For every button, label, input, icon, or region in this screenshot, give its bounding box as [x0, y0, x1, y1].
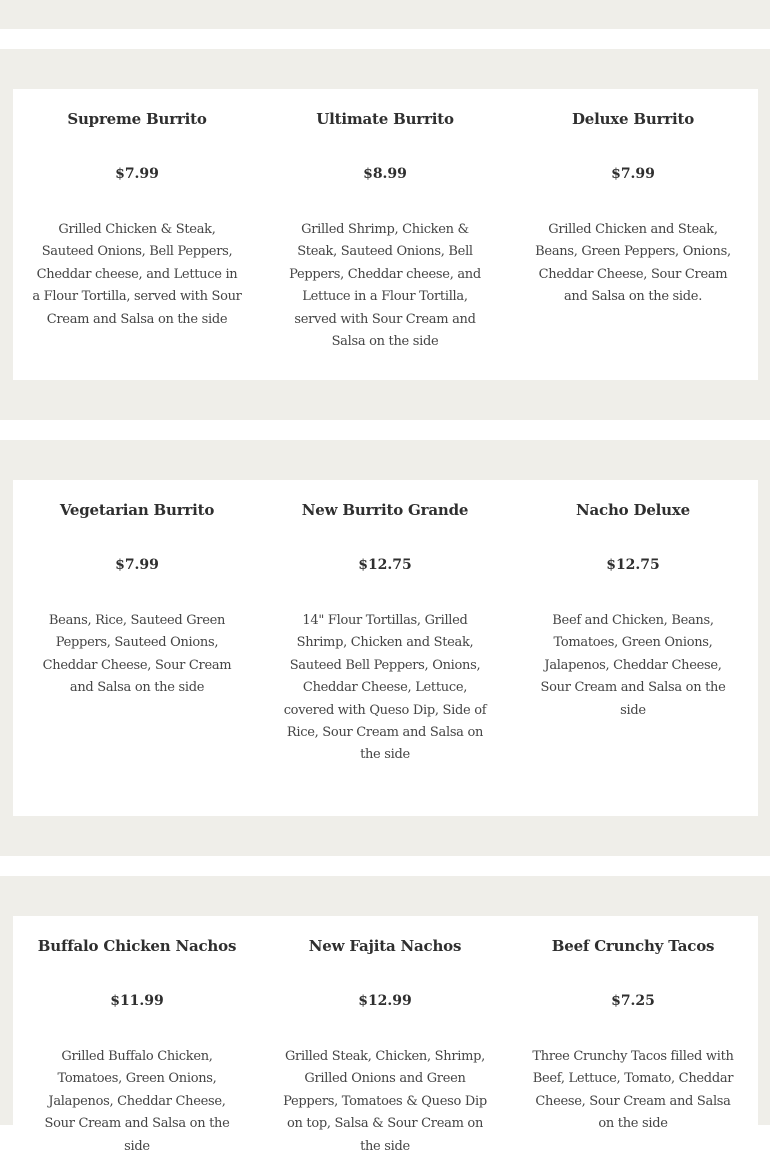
item-price: $7.99	[115, 166, 159, 182]
item-description: Grilled Steak, Chicken, Shrimp, Grilled Onions and Green Peppers, Tomatoes & Queso Dip on top, Salsa & Sour Cream on the side	[283, 1049, 487, 1154]
item-price: $12.75	[358, 557, 412, 573]
item-description: Three Crunchy Tacos filled with Beef, Lettuce, Tomato, Cheddar Cheese, Sour Cream and Salsa on the side	[532, 1049, 734, 1132]
item-price: $12.75	[606, 557, 660, 573]
item-description: Grilled Shrimp, Chicken & Steak, Sauteed Onions, Bell Peppers, Cheddar cheese, and Lettuce in a Flour Tortilla, served with Sour Cream and Salsa on the side	[289, 222, 481, 350]
menu-section-3	[0, 876, 770, 1154]
item-price: $7.25	[611, 993, 655, 1009]
item-description: Grilled Chicken and Steak, Beans, Green Peppers, Onions, Cheddar Cheese, Sour Cream and Salsa on the side.	[535, 222, 731, 305]
menu-section-1	[0, 49, 770, 420]
item-name: Supreme Burrito	[67, 110, 207, 128]
item-price: $7.99	[115, 557, 159, 573]
item-name: New Fajita Nachos	[308, 937, 462, 955]
item-name: New Burrito Grande	[301, 501, 469, 519]
item-description: Grilled Chicken & Steak, Sauteed Onions, Bell Peppers, Cheddar cheese, and Lettuce in a Flour Tortilla, served with Sour Cream and Salsa on the side	[32, 222, 242, 327]
item-description: Grilled Buffalo Chicken, Tomatoes, Green Onions, Jalapenos, Cheddar Cheese, Sour Cream and Salsa on the side	[44, 1049, 230, 1154]
item-description: 14" Flour Tortillas, Grilled Shrimp, Chicken and Steak, Sauteed Bell Peppers, Onions, Cheddar Cheese, Lettuce, covered with Queso Dip, Side of Rice, Sour Cream and Salsa on the side	[283, 613, 487, 763]
menu-card-row-3	[13, 916, 758, 1154]
item-name: Deluxe Burrito	[571, 110, 695, 128]
item-price: $8.99	[363, 166, 407, 182]
item-name: Buffalo Chicken Nachos	[37, 937, 237, 955]
item-name: Nacho Deluxe	[576, 501, 690, 519]
item-name: Ultimate Burrito	[316, 110, 454, 128]
item-price: $7.99	[611, 166, 655, 182]
menu-card-row-2	[13, 480, 758, 816]
item-name: Vegetarian Burrito	[59, 501, 215, 519]
item-name: Beef Crunchy Tacos	[551, 937, 715, 955]
menu-card-row-1	[13, 89, 758, 380]
item-price: $11.99	[110, 993, 164, 1009]
item-description: Beans, Rice, Sauteed Green Peppers, Sauteed Onions, Cheddar Cheese, Sour Cream and Salsa on the side	[42, 613, 232, 696]
item-description: Beef and Chicken, Beans, Tomatoes, Green Onions, Jalapenos, Cheddar Cheese, Sour Cream and Salsa on the side	[540, 613, 726, 718]
top-band	[0, 0, 770, 29]
item-price: $12.99	[358, 993, 412, 1009]
menu-section-2	[0, 440, 770, 856]
